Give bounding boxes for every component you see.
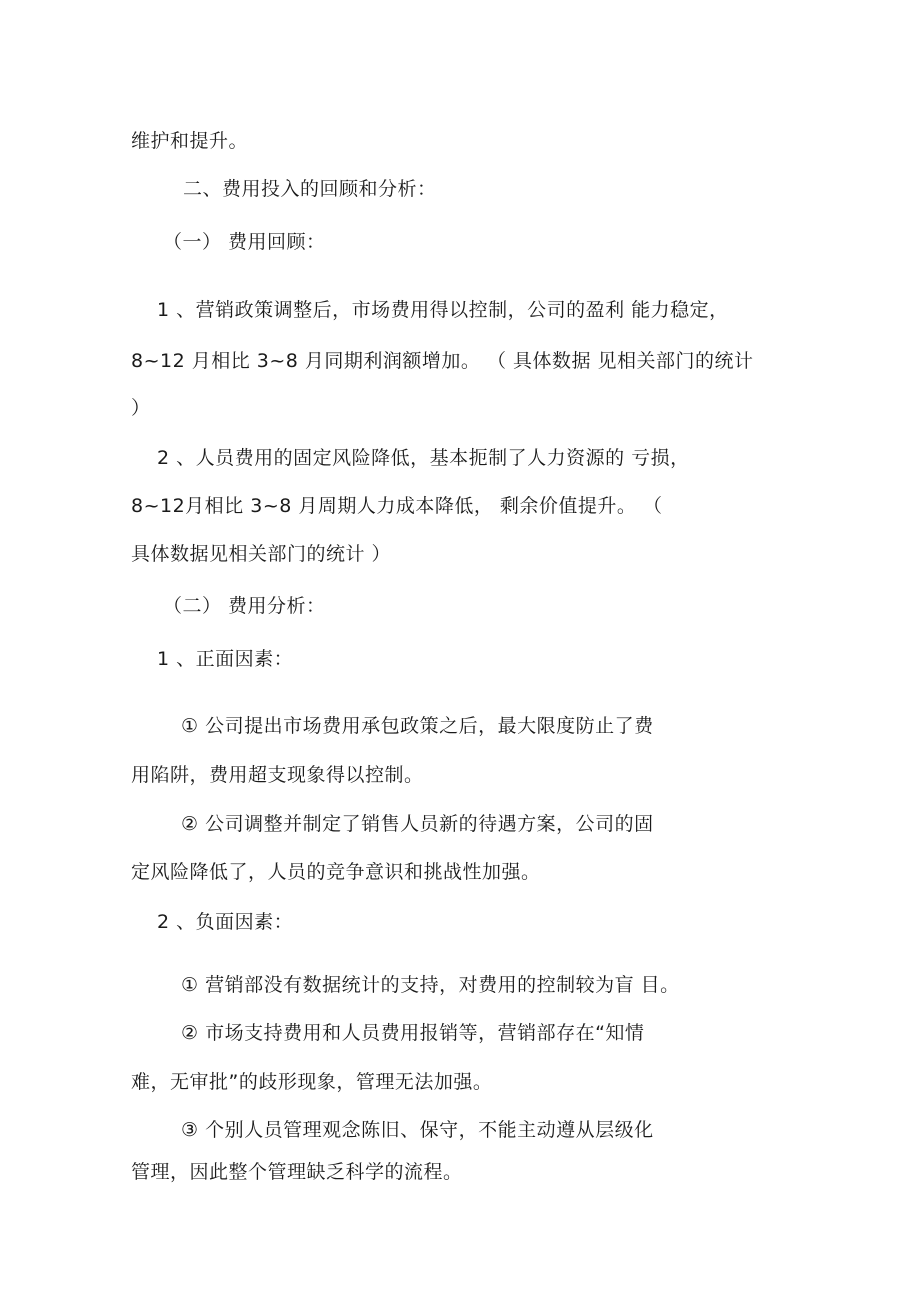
text-line-continuation: 维护和提升。: [131, 130, 249, 152]
negative-item-2-line-1: ② 市场支持费用和人员费用报销等，营销部存在“知情: [181, 1022, 645, 1044]
paragraph-2-line-2: 8~12月相比 3~8 月周期人力成本降低， 剩余价值提升。 （: [131, 495, 663, 517]
negative-item-3-line-2: 管理，因此整个管理缺乏科学的流程。: [131, 1161, 463, 1183]
subsection-heading-analysis: （二） 费用分析：: [163, 595, 326, 617]
positive-factors-heading: 1 、正面因素：: [157, 648, 294, 670]
paragraph-1-line-1: 1 、营销政策调整后，市场费用得以控制，公司的盈利 能力稳定，: [157, 299, 729, 321]
negative-item-3-line-1: ③ 个别人员管理观念陈旧、保守，不能主动遵从层级化: [181, 1119, 654, 1141]
negative-factors-heading: 2 、负面因素：: [157, 911, 294, 933]
paragraph-1-line-2: 8~12 月相比 3~8 月同期利润额增加。 （ 具体数据 见相关部门的统计: [131, 350, 754, 372]
paragraph-2-line-1: 2 、人员费用的固定风险降低，基本扼制了人力资源的 亏损，: [157, 447, 690, 469]
section-heading-2: 二、费用投入的回顾和分析：: [183, 178, 437, 200]
paragraph-1-line-3: ）: [131, 397, 151, 419]
paragraph-2-line-3: 具体数据见相关部门的统计 ）: [131, 543, 392, 565]
negative-item-1: ① 营销部没有数据统计的支持，对费用的控制较为盲 目。: [181, 974, 680, 996]
positive-item-2-line-2: 定风险降低了，人员的竞争意识和挑战性加强。: [131, 861, 541, 883]
subsection-heading-review: （一） 费用回顾：: [163, 231, 326, 253]
positive-item-2-line-1: ② 公司调整并制定了销售人员新的待遇方案，公司的固: [181, 813, 654, 835]
negative-item-2-line-2: 难，无审批”的歧形现象，管理无法加强。: [131, 1071, 493, 1093]
positive-item-1-line-1: ① 公司提出市场费用承包政策之后，最大限度防止了费: [181, 715, 654, 737]
positive-item-1-line-2: 用陷阱，费用超支现象得以控制。: [131, 764, 424, 786]
